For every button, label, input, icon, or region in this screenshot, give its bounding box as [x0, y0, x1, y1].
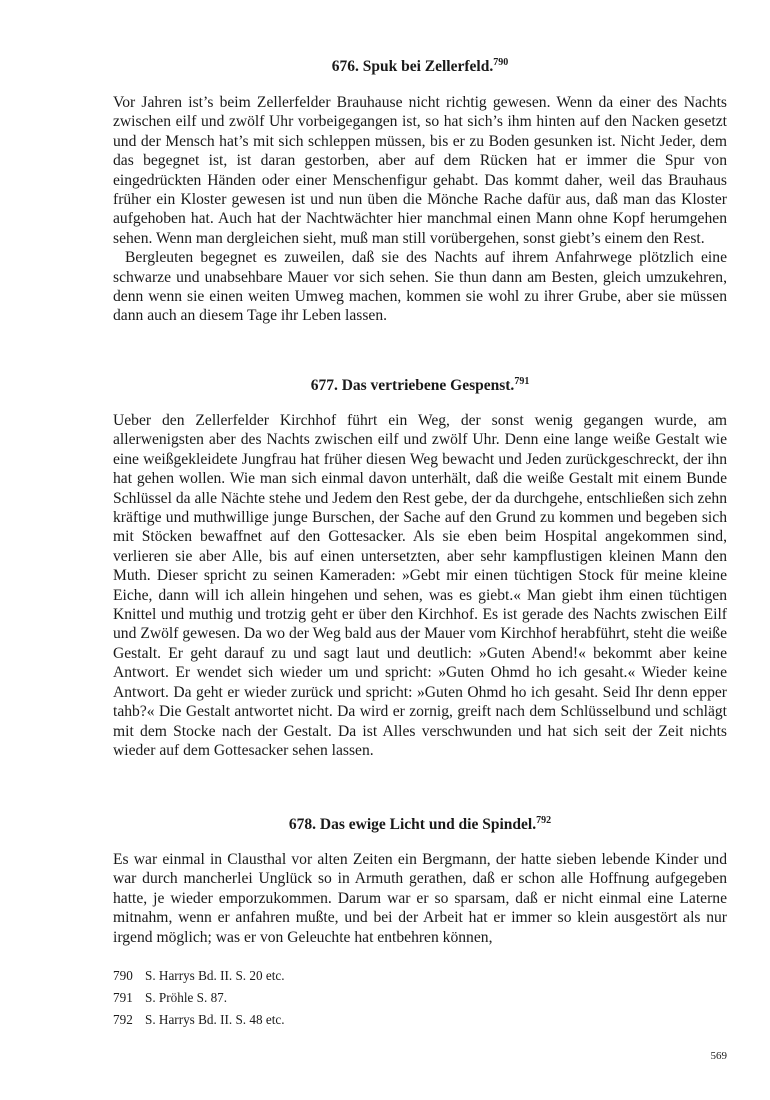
- paragraph: Es war einmal in Clausthal vor alten Zeiten ein Bergmann, der hatte sieben lebende Kinder und war durch mancherlei Unglück so in Armuth gerathen, daß er schon alle Hoffnung aufgegeben hatte, je wieder emporzukommen. Darum war er so sparsam, daß er nicht einmal eine Laterne mitnahm, wenn er anfahren mußte, und bei der Arbeit hat er immer so klein ausgestört als nur irgend möglich; was er von Geleuchte hat entbehren können,: [113, 851, 727, 946]
- paragraph: Vor Jahren ist’s beim Zellerfelder Brauhause nicht richtig gewesen. Wenn da einer des Nachts zwischen eilf und zwölf Uhr vorbeigegangen ist, so hat sich’s ihm hinten auf den Nacken gesetzt und der Mensch hat’s mit sich schleppen müssen, bis er zu Boden gesunken ist. Nicht Jeder, dem das begegnet ist, ist daran gestorben, aber auf dem Rücken hat er immer die Spur von eingedrückten Händen oder einer Menschenfigur gehabt. Das kommt daher, weil das Brauhaus früher ein Kloster gewesen ist und nun üben die Mönche Rache dafür aus, daß man das Kloster aufgehoben hat. Auch hat der Nachtwächter hier manchmal einen Mann ohne Kopf herumgehen sehen. Wenn man dergleichen sieht, muß man still vorübergehen, sonst giebt’s einem den Rest.: [113, 94, 727, 247]
- footnote-number: 790: [113, 968, 133, 983]
- footnote-792: [113, 1012, 285, 1028]
- section-title-677: 677. Das vertriebene Gespenst.$^{791}$: [310, 376, 530, 394]
- footnote-ref-790: 790: [493, 57, 509, 68]
- section-title-676: 676. Spuk bei Zellerfeld.$^{790}$: [331, 57, 509, 75]
- footnote-text: S. Pröhle S. 87.: [145, 990, 228, 1005]
- section-678: [113, 850, 727, 947]
- footnote-791: [113, 990, 227, 1006]
- footnote-ref-791: 791: [514, 376, 530, 387]
- page-number: 569: [710, 1050, 727, 1062]
- footnote-ref-792: 792: [536, 815, 552, 826]
- section-677: [113, 411, 727, 760]
- footnote-number: 792: [113, 1012, 133, 1027]
- footnote-text: S. Harrys Bd. II. S. 48 etc.: [145, 1012, 285, 1027]
- paragraph: Bergleuten begegnet es zuweilen, daß sie des Nachts auf ihrem Anfahrwege plötzlich eine schwarze und unabsehbare Mauer vor sich sehen. Sie thun dann am Besten, gleich umzukehren, denn wenn sie einen weiten Umweg machen, kommen sie wohl zu ihrer Grube, aber sie müssen dann auch an diesem Tage ihr Leben lassen.: [113, 249, 727, 325]
- footnote-number: 791: [113, 990, 133, 1005]
- paragraph: Ueber den Zellerfelder Kirchhof führt ein Weg, der sonst wenig gegangen wurde, am allerwenigsten aber des Nachts zwischen eilf und zwölf Uhr. Denn eine lange weiße Gestalt wie eine weißgekleidete Jungfrau hat früher diesen Weg bewacht und Jeden zurückgeschreckt, der ihn hat gehen wollen. Wie man sich einmal davon unterhält, daß die weiße Gestalt mit einem Bunde Schlüssel da alle Nächte stehe und Jedem den Rest gebe, der da durchgehe, entschließen sich zehn kräftige und muthwillige junge Burschen, der Sache auf den Grund zu kommen und begeben sich mit Stöcken bewaffnet auf den Gottesacker. Als sie eben beim Hospital angekommen sind, verlieren sie aber Alle, bis auf einen untersetzten, aber sehr kampflustigen kleinen Mann den Muth. Dieser spricht zu seinen Kameraden: »Gebt mir einen tüchtigen Stock für meine kleine Eiche, dann will ich allein hingehen und sehen, was es giebt.« Man giebt ihm einen tüchtigen Knittel und muthig und trotzig geht er über den Kirchhof. Es ist gerade des Nachts zwischen Eilf und Zwölf gewesen. Da wo der Weg bald aus der Mauer vom Kirchhof herabführt, steht die weiße Gestalt. Er geht darauf zu und sagt laut und deutlich: »Guten Abend!« bekommt aber keine Antwort. Er wendet sich wieder um und spricht: »Guten Ohmd ho ich gesaht.« Wieder keine Antwort. Da geht er wieder zurück und spricht: »Guten Ohmd ho ich gesaht. Seid Ihr denn epper tahb?« Die Gestalt antwortet nicht. Da wird er zornig, greift nach dem Schlüsselbund und schlägt mit dem Stocke nach der Gestalt. Da ist Alles verschwunden und hat sich seit der Zeit nichts wieder auf dem Gottesacker sehen lassen.: [113, 412, 727, 759]
- section-title-678: 678. Das ewige Licht und die Spindel.$^{792}$: [288, 815, 552, 833]
- footnote-text: S. Harrys Bd. II. S. 20 etc.: [145, 968, 285, 983]
- footnote-790: [113, 968, 285, 984]
- section-676: [113, 93, 727, 326]
